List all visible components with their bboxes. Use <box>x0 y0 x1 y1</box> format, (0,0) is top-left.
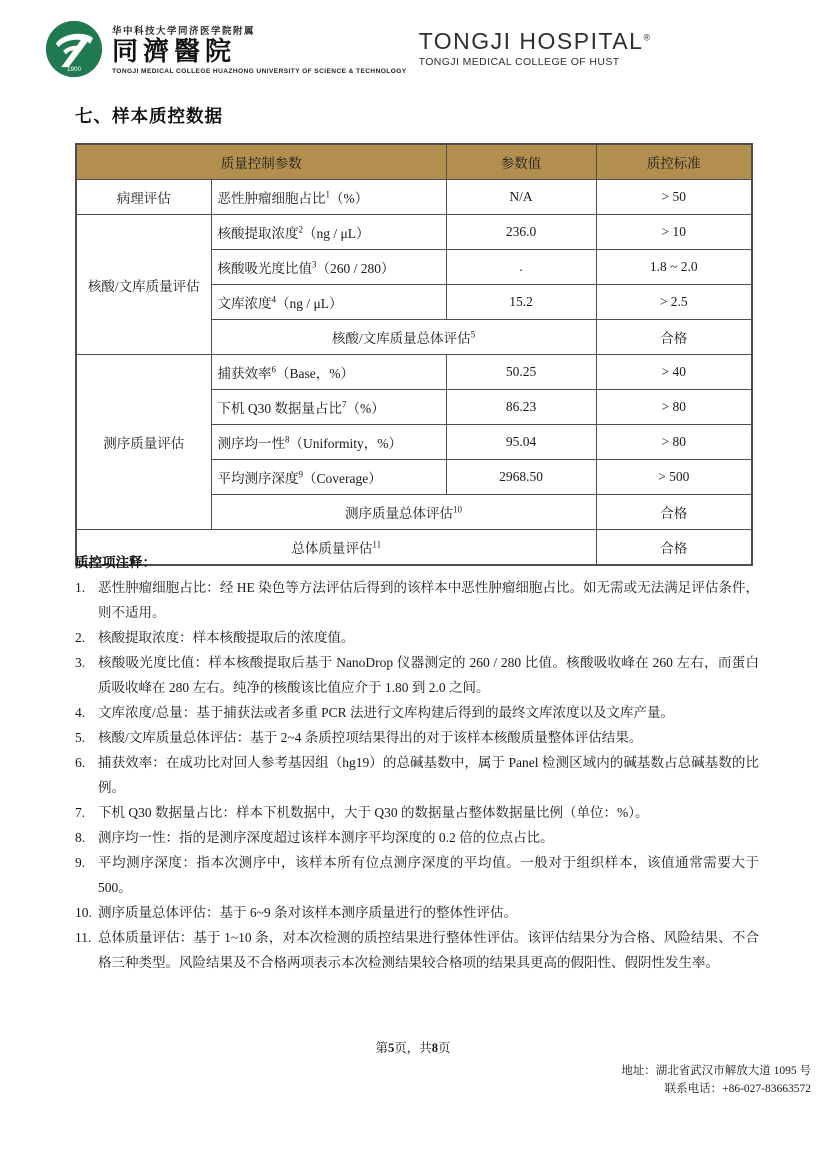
table-header-cell: 参数值 <box>446 144 596 180</box>
hospital-header <box>45 20 652 78</box>
table-cell: > 500 <box>596 460 752 495</box>
table-cell: 15.2 <box>446 285 596 320</box>
page-prefix: 第 <box>375 1041 388 1055</box>
contact-block <box>621 1063 811 1098</box>
notes-heading: 质控项注释： <box>75 555 156 570</box>
total-page-number: 8 <box>431 1041 438 1055</box>
table-cell: 测序质量评估 <box>76 355 211 530</box>
table-cell: 病理评估 <box>76 180 211 215</box>
table-cell: > 40 <box>596 355 752 390</box>
table-cell: 核酸吸光度比值$^3$（260 / 280） <box>211 250 446 285</box>
note-item <box>75 750 759 800</box>
footnote-reference: 2 <box>298 224 303 235</box>
table-cell: 合格 <box>596 530 752 566</box>
footnote-reference: 9 <box>298 469 303 480</box>
footnote-reference: 4 <box>271 294 276 305</box>
note-number: 3. <box>75 655 86 670</box>
note-number: 4. <box>75 705 86 720</box>
note-item <box>75 825 759 850</box>
note-number: 8. <box>75 830 86 845</box>
note-text: 核酸/文库质量总体评估：基于 2~4 条质控项结果得出的对于该样本核酸质量整体评估结果。 <box>98 730 643 745</box>
table-cell: 核酸/文库质量评估 <box>76 215 211 355</box>
note-number: 11. <box>75 930 92 945</box>
table-row <box>76 180 752 215</box>
qc-table-container <box>75 143 753 566</box>
footnote-reference: 3 <box>312 259 317 270</box>
note-number: 5. <box>75 730 86 745</box>
table-cell: 平均测序深度$^9$（Coverage） <box>211 460 446 495</box>
table-cell: 测序均一性$^8$（Uniformity，%） <box>211 425 446 460</box>
notes-list <box>75 575 759 975</box>
registered-trademark-symbol: ® <box>643 32 652 43</box>
table-cell: 总体质量评估$^{11}$ <box>76 530 596 566</box>
table-cell: > 2.5 <box>596 285 752 320</box>
table-cell: 合格 <box>596 495 752 530</box>
note-text: 测序质量总体评估：基于 6~9 条对该样本测序质量进行的整体性评估。 <box>98 905 518 920</box>
table-cell: 1.8 ~ 2.0 <box>596 250 752 285</box>
table-row <box>76 355 752 390</box>
note-item <box>75 650 759 700</box>
page-suffix: 页 <box>438 1041 451 1055</box>
table-cell: > 80 <box>596 390 752 425</box>
note-item <box>75 800 759 825</box>
note-text: 捕获效率：在成功比对回人参考基因组（hg19）的总碱基数中，属于 Panel 检测区域内的碱基数占总碱基数的比例。 <box>98 755 759 795</box>
page-number-indicator <box>0 1038 826 1056</box>
current-page-number: 5 <box>387 1041 395 1055</box>
note-number: 7. <box>75 805 86 820</box>
table-row <box>76 144 752 180</box>
table-row <box>76 215 752 250</box>
hospital-name-en-text: TONGJI HOSPITAL <box>418 28 644 54</box>
table-cell: 50.25 <box>446 355 596 390</box>
tongji-hospital-logo-icon <box>45 20 103 78</box>
table-cell: 95.04 <box>446 425 596 460</box>
footnote-reference: 1 <box>325 189 330 200</box>
note-text: 测序均一性：指的是测序深度超过该样本测序平均深度的 0.2 倍的位点占比。 <box>98 830 554 845</box>
qc-notes-section <box>75 551 759 975</box>
table-cell: > 50 <box>596 180 752 215</box>
note-number: 10. <box>75 905 92 920</box>
org-english-line: TONGJI MEDICAL COLLEGE HUAZHONG UNIVERSITY OF SCIENCE & TECHNOLOGY <box>112 67 407 75</box>
table-cell: 86.23 <box>446 390 596 425</box>
note-number: 6. <box>75 755 86 770</box>
note-number: 2. <box>75 630 86 645</box>
note-number: 1. <box>75 580 86 595</box>
table-cell: 下机 Q30 数据量占比$^7$（%） <box>211 390 446 425</box>
table-cell: > 80 <box>596 425 752 460</box>
note-item <box>75 625 759 650</box>
org-affiliation-text: 华中科技大学同济医学院附属 <box>112 26 256 38</box>
note-text: 核酸吸光度比值：样本核酸提取后基于 NanoDrop 仪器测定的 260 / 280 比值。核酸吸收峰在 260 左右，而蛋白质吸收峰在 280 左右。纯净的核酸该比值应介于 1.80 到 2.0 之间。 <box>98 655 759 695</box>
footnote-reference: 11 <box>372 539 382 550</box>
table-cell: 文库浓度$^4$（ng / μL） <box>211 285 446 320</box>
footnote-reference: 8 <box>285 434 290 445</box>
note-item <box>75 850 759 900</box>
table-header-cell: 质量控制参数 <box>76 144 446 180</box>
table-cell: > 10 <box>596 215 752 250</box>
hospital-name-cn: 同濟醫院 <box>112 37 237 67</box>
note-item <box>75 700 759 725</box>
qc-table-body <box>76 144 752 565</box>
note-item <box>75 900 759 925</box>
table-cell: 236.0 <box>446 215 596 250</box>
footnote-reference: 6 <box>271 364 276 375</box>
table-cell: 2968.50 <box>446 460 596 495</box>
table-cell: 测序质量总体评估$^{10}$ <box>211 495 596 530</box>
footnote-reference: 7 <box>342 399 347 410</box>
section-title: 七、样本质控数据 <box>75 106 223 126</box>
note-number: 9. <box>75 855 86 870</box>
phone-line: 联系电话：+86-027-83663572 <box>664 1082 811 1095</box>
note-text: 平均测序深度：指本次测序中，该样本所有位点测序深度的平均值。一般对于组织样本，该值通常需要大于 500。 <box>98 855 759 895</box>
hospital-name-en <box>419 28 652 55</box>
note-item <box>75 575 759 625</box>
table-cell: N/A <box>446 180 596 215</box>
table-cell: 合格 <box>596 320 752 355</box>
note-text: 总体质量评估：基于 1~10 条，对本次检测的质控结果进行整体性评估。该评估结果分为合格、风险结果、不合格三种类型。风险结果及不合格两项表示本次检测结果较合格项的结果具更高的假阳性、假阴性发生率。 <box>98 930 759 970</box>
table-cell: 捕获效率$^6$（Base，%） <box>211 355 446 390</box>
footnote-reference: 5 <box>470 329 476 340</box>
note-text: 核酸提取浓度：样本核酸提取后的浓度值。 <box>98 630 355 645</box>
table-cell: 恶性肿瘤细胞占比$^1$（%） <box>211 180 446 215</box>
college-name-en: TONGJI MEDICAL COLLEGE OF HUST <box>418 56 620 68</box>
note-text: 恶性肿瘤细胞占比：经 HE 染色等方法评估后得到的该样本中恶性肿瘤细胞占比。如无需或无法满足评估条件，则不适用。 <box>98 580 759 620</box>
page-mid: 页，共 <box>394 1041 432 1055</box>
table-cell: 核酸提取浓度$^2$（ng / μL） <box>211 215 446 250</box>
table-cell: . <box>446 250 596 285</box>
note-text: 文库浓度/总量：基于捕获法或者多重 PCR 法进行文库构建后得到的最终文库浓度以及文库产量。 <box>98 705 675 720</box>
note-item <box>75 925 759 975</box>
address-line: 地址：湖北省武汉市解放大道 1095 号 <box>621 1065 811 1077</box>
footnote-reference: 10 <box>453 504 462 515</box>
org-name-block <box>112 23 407 74</box>
note-text: 下机 Q30 数据量占比：样本下机数据中，大于 Q30 的数据量占整体数据量比例（单位：%）。 <box>98 805 649 820</box>
table-header-cell: 质控标准 <box>596 144 752 180</box>
hospital-name-en-block <box>419 28 652 68</box>
note-item <box>75 725 759 750</box>
table-cell: 核酸/文库质量总体评估$^5$ <box>211 320 596 355</box>
qc-table <box>75 143 753 566</box>
logo-year: 1900 <box>66 65 82 73</box>
